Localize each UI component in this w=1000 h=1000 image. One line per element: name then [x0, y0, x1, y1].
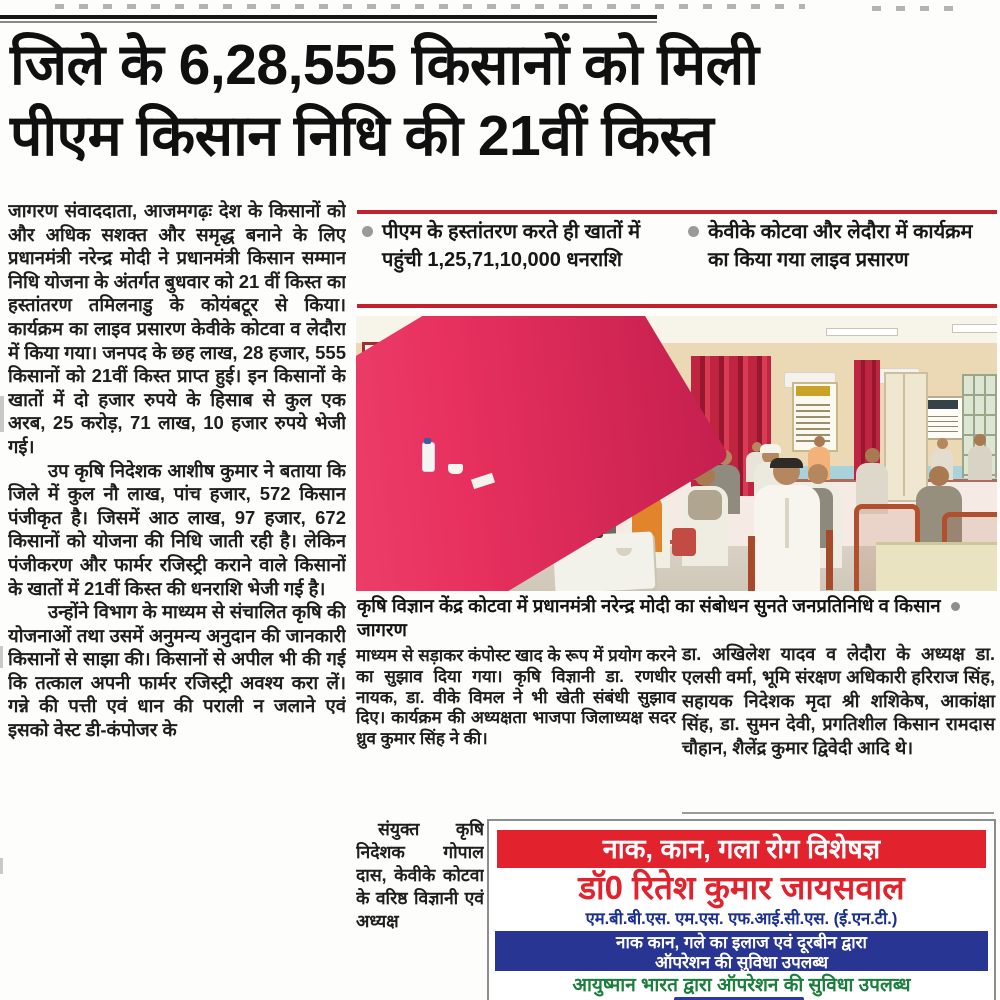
- scan-artifact: [0, 646, 3, 668]
- article-narrow-column: संयुक्त कृषि निदेशक गोपाल दास, केवीके कोटवा के वरिष्ठ विज्ञानी एवं अध्यक्ष: [356, 819, 484, 931]
- article-para3: उन्होंने विभाग के माध्यम से संचालित कृषि की योजनाओं तथा उसमें अनुमन्य अनुदान की जानकारी किसानों से साझा की। किसानों से अपील भी की गई कि तत्काल अपनी फार्मर रजिस्ट्री अवश्य करा लें। गन्ने की पत्ती एवं धान की पराली न जलाने एवं इसको वेस्ट डी-कंपोजर के: [8, 601, 346, 741]
- news-photo: [356, 316, 997, 591]
- highlights-rule-top: [357, 210, 997, 214]
- poster-header: [796, 386, 830, 396]
- article-para2: उप कृषि निदेशक आशीष कुमार ने बताया कि जिले में कुल नौ लाख, पांच हजार, 572 किसान पंजीकृत है। जिसमें आठ लाख, 97 हजार, 672 किसानों को योजना की निधि जाती रही है। लेकिन पंजीकरण और फार्मर रजिस्ट्री कराने वाले किसानों के खातों में 21वीं किस्त की धनराशि भेजी गई है।: [8, 459, 346, 599]
- ad-doctor-name: डॉ0 रितेश कुमार जायसवाल: [578, 869, 905, 906]
- cup-icon: [448, 464, 463, 474]
- highlight-text-2: केवीके कोटवा और लेदौरा में कार्यक्रम का किया गया लाइव प्रसारण: [708, 221, 973, 271]
- red-chair-patch: [672, 528, 696, 556]
- ad-services-line1: नाक कान, गले का इलाज एवं दूरबीन द्वारा: [616, 933, 867, 952]
- ad-specialty-banner: नाक, कान, गला रोग विशेषज्ञ: [497, 830, 986, 868]
- ad-credentials: एम.बी.बी.एस. एम.एस. एफ.आई.सी.एस. (ई.एन.टी.): [585, 910, 898, 928]
- column-divider: [682, 812, 994, 814]
- door-line: [903, 374, 905, 496]
- article-left-column: [8, 199, 346, 999]
- article-para1: [8, 199, 346, 459]
- ad-services-banner: [495, 931, 988, 971]
- photo-caption: [357, 594, 997, 641]
- scan-artifact: [0, 396, 4, 432]
- cutoff-text-strip: [55, 4, 805, 9]
- cutoff-text-strip-right: [872, 6, 962, 11]
- byline: जागरण संवाददाता, आजमगढ़ः: [8, 200, 213, 221]
- desk: [876, 542, 997, 591]
- chair-leg: [748, 536, 755, 591]
- article-mid-column: माध्यम से सड़ाकर कंपोस्ट खाद के रूप में प्रयोग करने का सुझाव दिया गया। कृषि विज्ञानी डा. रणधीर नायक, डा. वीके विमल ने भी खेती संबंधी सुझाव दिए। कार्यक्रम की अध्यक्षता भाजपा जिलाध्यक्ष सदर ध्रुव कुमार सिंह ने की।: [356, 646, 676, 749]
- bullet-icon: [362, 226, 373, 237]
- photo-credit: जागरण: [357, 618, 407, 640]
- person: [968, 434, 992, 480]
- credit-bullet-icon: [951, 602, 960, 611]
- masthead-rule: [0, 15, 657, 19]
- chair-leg: [826, 530, 833, 590]
- highlights-rule-bottom: [357, 304, 997, 308]
- scan-artifact: [0, 858, 3, 874]
- water-bottle-icon: [422, 442, 435, 472]
- ad-ayushman-line: आयुष्मान भारत द्वारा ऑपरेशन की सुविधा उपलब्ध: [572, 975, 911, 996]
- person-foreground: [754, 458, 820, 591]
- ad-services-line2: ऑपरेशन की सुविधा उपलब्ध: [654, 953, 829, 972]
- article-right-column: डा. अखिलेश यादव व लेदौरा के अध्यक्ष डा. एलसी वर्मा, भूमि संरक्षण अधिकारी हरिराज सिंह, सहायक निदेशक मृदा श्री शशिकेष, आकांक्षा सिंह, डा. सुमन देवी, प्रगतिशील किसान रामदास चौहान, शैलेंद्र कुमार द्विवेदी आदि थे।: [682, 644, 995, 758]
- headline-line2: पीएम किसान निधि की 21वीं किस्त: [10, 104, 714, 168]
- tube-light: [826, 328, 898, 336]
- caption-text: कृषि विज्ञान केंद्र कोटवा में प्रधानमंत्री नरेन्द्र मोदी का संबोधन सुनते जनप्रतिनिधि व किसान: [357, 595, 941, 616]
- para1-text: देश के किसानों को और अधिक सशक्त और समृद्ध बनाने के लिए प्रधानमंत्री नरेन्द्र मोदी ने प्रधानमंत्री किसान सम्मान निधि योजना के अंतर्गत बुधवार को 21 वीं किस्त का हस्तांतरण तमिलनाडु के कोयंबटूर से किया। कार्यक्रम का लाइव प्रसारण केवीके कोटवा व लेदौरा में किया गया। जनपद के छह लाख, 28 हजार, 555 किसानों को 21वीं किस्त प्राप्त हुई। इन किसानों के खातों में दो हजार रुपये के हिसाब से कुल एक अरब, 25 करोड़, 71 लाख, 10 हजार रुपये भेजी गई।: [8, 200, 346, 457]
- headline-line1: जिले के 6,28,555 किसानों को मिली: [10, 33, 759, 97]
- headline: [10, 30, 995, 172]
- bullet-icon: [688, 226, 699, 237]
- highlight-item-2: [688, 218, 983, 274]
- highlight-item-1: [362, 218, 667, 274]
- tube-light: [952, 324, 997, 333]
- masthead-rule-shadow: [0, 21, 657, 23]
- highlight-text-1: पीएम के हस्तांतरण करते ही खातों में पहुंची 1,25,71,10,000 धनराशि: [382, 221, 641, 271]
- bottle-cap: [424, 438, 431, 444]
- advertisement: [487, 819, 996, 1000]
